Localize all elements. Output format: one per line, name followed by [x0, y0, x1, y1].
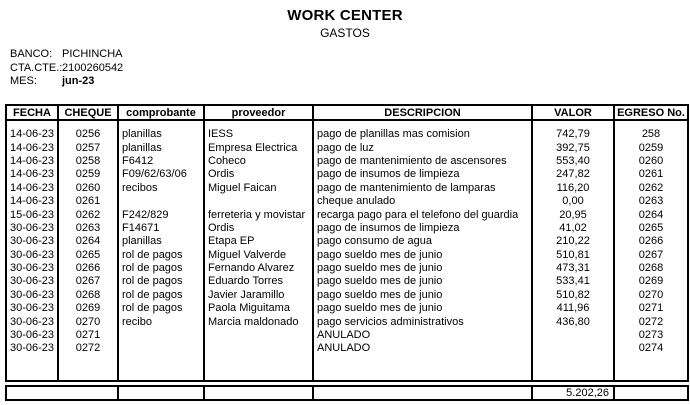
- table-row: [6, 302, 688, 315]
- cell-descripcion: pago de insumos de limpieza: [313, 168, 532, 181]
- table-row: [6, 155, 688, 168]
- cell-proveedor: Coheco: [204, 155, 313, 168]
- cell-valor: 210,22: [532, 235, 614, 248]
- cell-descripcion: pago sueldo mes de junio: [313, 302, 532, 315]
- cell-egreso: 258: [614, 128, 688, 141]
- cell-comprobante: planillas: [118, 128, 204, 141]
- cell-comprobante: rol de pagos: [118, 302, 204, 315]
- cell-egreso: 0274: [614, 342, 688, 355]
- column-header-6: EGRESO No.: [614, 105, 688, 120]
- total-cell-proveedor: [204, 386, 313, 400]
- cell-valor: [532, 342, 614, 355]
- cell-egreso: 0269: [614, 275, 688, 288]
- column-header-2: comprobante: [118, 105, 204, 120]
- cell-cheque: 0263: [58, 222, 118, 235]
- expenses-table: [5, 104, 689, 382]
- cell-proveedor: Miguel Faican: [204, 182, 313, 195]
- cell-descripcion: pago sueldo mes de junio: [313, 262, 532, 275]
- cell-proveedor: IESS: [204, 128, 313, 141]
- cell-egreso: 0262: [614, 182, 688, 195]
- cell-cheque: 0272: [58, 342, 118, 355]
- cell-valor: 411,96: [532, 302, 614, 315]
- cell-descripcion: pago de luz: [313, 141, 532, 154]
- cell-egreso: 0266: [614, 235, 688, 248]
- cell-comprobante: recibos: [118, 182, 204, 195]
- cell-egreso: 0268: [614, 262, 688, 275]
- cell-descripcion: pago consumo de agua: [313, 235, 532, 248]
- cell-proveedor: Marcia maldonado: [204, 315, 313, 328]
- cell-comprobante: F09/62/63/06: [118, 168, 204, 181]
- cell-valor: 392,75: [532, 141, 614, 154]
- cell-descripcion: recarga pago para el telefono del guardia: [313, 208, 532, 221]
- cell-valor: 116,20: [532, 182, 614, 195]
- cell-valor: 510,82: [532, 289, 614, 302]
- cell-fecha: 14-06-23: [6, 182, 58, 195]
- table-row: [6, 168, 688, 181]
- cell-fecha: 30-06-23: [6, 342, 58, 355]
- cell-egreso: 0267: [614, 249, 688, 262]
- cell-fecha: 30-06-23: [6, 262, 58, 275]
- cell-fecha: 14-06-23: [6, 168, 58, 181]
- cell-cheque: 0269: [58, 302, 118, 315]
- cell-cheque: 0261: [58, 195, 118, 208]
- table-row: [6, 182, 688, 195]
- cell-fecha: 14-06-23: [6, 155, 58, 168]
- cell-comprobante: [118, 342, 204, 355]
- cell-proveedor: Javier Jaramillo: [204, 289, 313, 302]
- total-valor: 5.202,26: [532, 386, 614, 400]
- cell-valor: 247,82: [532, 168, 614, 181]
- cell-fecha: 30-06-23: [6, 329, 58, 342]
- table-row: [6, 315, 688, 328]
- cell-valor: 553,40: [532, 155, 614, 168]
- body-filler: [6, 356, 688, 381]
- cell-fecha: 30-06-23: [6, 222, 58, 235]
- cell-descripcion: pago sueldo mes de junio: [313, 289, 532, 302]
- table-row: [6, 342, 688, 355]
- cell-fecha: 30-06-23: [6, 302, 58, 315]
- cell-valor: 533,41: [532, 275, 614, 288]
- cell-cheque: 0257: [58, 141, 118, 154]
- cell-proveedor: [204, 342, 313, 355]
- column-header-5: VALOR: [532, 105, 614, 120]
- total-cell-egreso: [614, 386, 688, 400]
- cell-comprobante: rol de pagos: [118, 262, 204, 275]
- cell-valor: 436,80: [532, 315, 614, 328]
- cell-proveedor: Ordis: [204, 222, 313, 235]
- mes-value: jun-23: [62, 75, 95, 87]
- cell-cheque: 0271: [58, 329, 118, 342]
- table-row: [6, 329, 688, 342]
- cell-egreso: 0264: [614, 208, 688, 221]
- table-body: [6, 128, 688, 356]
- banco-value: PICHINCHA: [62, 48, 123, 60]
- mes-label: MES:: [10, 75, 37, 87]
- cell-proveedor: Eduardo Torres: [204, 275, 313, 288]
- cell-comprobante: recibo: [118, 315, 204, 328]
- cell-egreso: 0272: [614, 315, 688, 328]
- cell-fecha: 30-06-23: [6, 315, 58, 328]
- table-row: [6, 249, 688, 262]
- cell-comprobante: [118, 195, 204, 208]
- total-cell-fecha-cheque: [6, 386, 118, 400]
- cell-fecha: 30-06-23: [6, 249, 58, 262]
- table-row: [6, 208, 688, 221]
- cell-descripcion: pago de planillas mas comision: [313, 128, 532, 141]
- cell-valor: 510,81: [532, 249, 614, 262]
- table-row: [6, 141, 688, 154]
- table-row: [6, 128, 688, 141]
- cell-proveedor: [204, 329, 313, 342]
- cell-fecha: 15-06-23: [6, 208, 58, 221]
- banco-label: BANCO:: [10, 48, 53, 60]
- cell-cheque: 0270: [58, 315, 118, 328]
- cta-value: 2100260542: [62, 61, 124, 74]
- table-row: [6, 262, 688, 275]
- table-header-row: [6, 105, 688, 120]
- account-info-block: [10, 48, 123, 89]
- cell-egreso: 0273: [614, 329, 688, 342]
- cell-cheque: 0266: [58, 262, 118, 275]
- cell-fecha: 14-06-23: [6, 141, 58, 154]
- page-subtitle: GASTOS: [320, 26, 370, 40]
- cell-egreso: 0260: [614, 155, 688, 168]
- total-cell-comprobante: [118, 386, 204, 400]
- cell-egreso: 0265: [614, 222, 688, 235]
- cell-descripcion: pago de mantenimiento de ascensores: [313, 155, 532, 168]
- cell-fecha: 14-06-23: [6, 128, 58, 141]
- cell-comprobante: rol de pagos: [118, 289, 204, 302]
- cell-descripcion: pago de mantenimiento de lamparas: [313, 182, 532, 195]
- table-row: [6, 195, 688, 208]
- cell-proveedor: Empresa Electrica: [204, 141, 313, 154]
- total-row: [6, 386, 688, 400]
- cell-cheque: 0268: [58, 289, 118, 302]
- total-row-table: [5, 385, 689, 401]
- total-cell-descripcion: [313, 386, 532, 400]
- cell-cheque: 0258: [58, 155, 118, 168]
- cell-descripcion: pago de insumos de limpieza: [313, 222, 532, 235]
- table-row: [6, 275, 688, 288]
- table-row: [6, 289, 688, 302]
- cell-comprobante: planillas: [118, 235, 204, 248]
- cell-descripcion: cheque anulado: [313, 195, 532, 208]
- cell-proveedor: ferreteria y movistar: [204, 208, 313, 221]
- cell-egreso: 0270: [614, 289, 688, 302]
- header-spacer: [6, 120, 688, 128]
- cell-valor: 41,02: [532, 222, 614, 235]
- cell-fecha: 14-06-23: [6, 195, 58, 208]
- cell-proveedor: Ordis: [204, 168, 313, 181]
- column-header-3: proveedor: [204, 105, 313, 120]
- column-header-0: FECHA: [6, 105, 58, 120]
- cell-cheque: 0265: [58, 249, 118, 262]
- cell-comprobante: [118, 329, 204, 342]
- cell-descripcion: pago servicios administrativos: [313, 315, 532, 328]
- cell-valor: 0,00: [532, 195, 614, 208]
- cell-descripcion: ANULADO: [313, 342, 532, 355]
- cell-proveedor: Miguel Valverde: [204, 249, 313, 262]
- cell-egreso: 0263: [614, 195, 688, 208]
- cell-comprobante: F14671: [118, 222, 204, 235]
- cell-descripcion: pago sueldo mes de junio: [313, 275, 532, 288]
- cell-valor: 742,79: [532, 128, 614, 141]
- cell-fecha: 30-06-23: [6, 235, 58, 248]
- cell-cheque: 0262: [58, 208, 118, 221]
- cell-comprobante: rol de pagos: [118, 249, 204, 262]
- cell-cheque: 0260: [58, 182, 118, 195]
- cell-proveedor: [204, 195, 313, 208]
- cell-cheque: 0267: [58, 275, 118, 288]
- cell-cheque: 0259: [58, 168, 118, 181]
- expenses-table-wrapper: [5, 104, 687, 401]
- cell-fecha: 30-06-23: [6, 289, 58, 302]
- column-header-1: CHEQUE: [58, 105, 118, 120]
- cell-proveedor: Paola Miguitama: [204, 302, 313, 315]
- table-row: [6, 222, 688, 235]
- column-header-4: DESCRIPCION: [313, 105, 532, 120]
- cell-cheque: 0256: [58, 128, 118, 141]
- cell-descripcion: ANULADO: [313, 329, 532, 342]
- cell-egreso: 0271: [614, 302, 688, 315]
- cell-descripcion: pago sueldo mes de junio: [313, 249, 532, 262]
- table-row: [6, 235, 688, 248]
- cell-proveedor: Fernando Alvarez: [204, 262, 313, 275]
- cell-egreso: 0261: [614, 168, 688, 181]
- cell-egreso: 0259: [614, 141, 688, 154]
- cell-valor: 473,31: [532, 262, 614, 275]
- cell-fecha: 30-06-23: [6, 275, 58, 288]
- cell-proveedor: Etapa EP: [204, 235, 313, 248]
- cell-valor: [532, 329, 614, 342]
- cell-comprobante: rol de pagos: [118, 275, 204, 288]
- cell-cheque: 0264: [58, 235, 118, 248]
- page-title: WORK CENTER: [287, 7, 403, 24]
- cell-comprobante: F6412: [118, 155, 204, 168]
- cell-valor: 20,95: [532, 208, 614, 221]
- cell-comprobante: F242/829: [118, 208, 204, 221]
- cta-label: CTA.CTE.:: [10, 61, 63, 74]
- cell-comprobante: planillas: [118, 141, 204, 154]
